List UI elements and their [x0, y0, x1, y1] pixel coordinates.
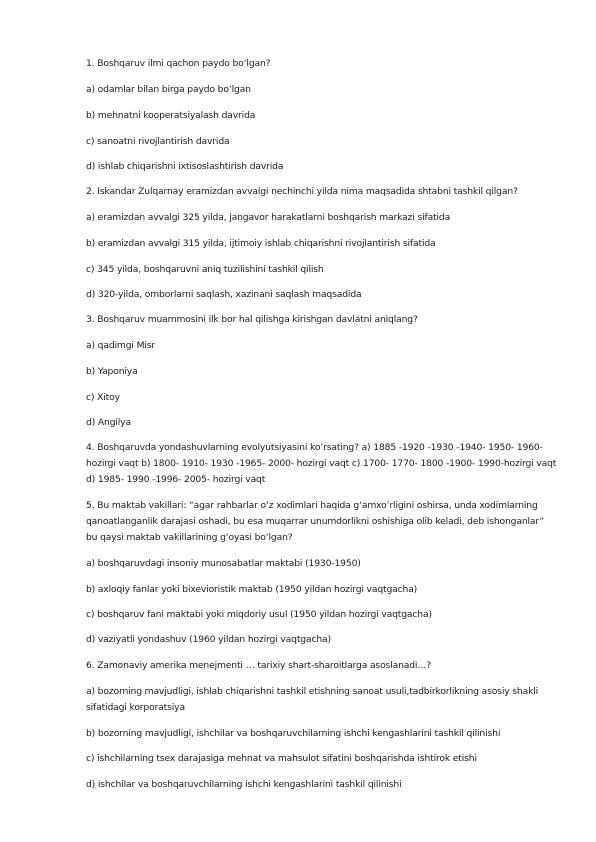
option-1a: a) odamlar bilan birga paydo bo‘lgan — [86, 84, 251, 95]
question-6: 6. Zamonaviy amerika menejmenti … tarixiy shart-sharoitlarga asoslanadi…? — [86, 660, 432, 671]
option-6b: b) bozorning mavjudligi, ishchilar va boshqaruvchilarning ishchi kengashlarini tashkil qilinishi — [86, 728, 501, 739]
question-5-cont: bu qaysi maktab vakillarining g‘oyasi bo‘lgan? — [86, 532, 293, 543]
question-4-cont: d) 1985- 1990 -1996- 2005- hozirgi vaqt — [86, 474, 266, 485]
question-4: 4. Boshqaruvda yondashuvlarning evolyutsiyasini ko’rsating? a) 1885 -1920 -1930 -1940- 1950- 1960- — [86, 442, 543, 453]
option-1d: d) ishlab chiqarishni ixtisoslashtirish davrida — [86, 161, 284, 172]
question-5: 5. Bu maktab vakillari: “agar rahbarlar o‘z xodimlari haqida g‘amxo’rligini oshirsa, unda xodimlarning — [86, 500, 538, 511]
option-3d: d) Angilya — [86, 417, 131, 428]
option-3a: a) qadimgi Misr — [86, 340, 156, 351]
question-4-cont: hozirgi vaqt b) 1800- 1910- 1930 -1965- 2000- hozirgi vaqt c) 1700- 1770- 1800 -1900- 1990-hozirgi vaqt — [86, 458, 557, 469]
option-1b: b) mehnatni kooperatsiyalash davrida — [86, 110, 256, 121]
option-6a: a) bozorning mavjudligi, ishlab chiqarishni tashkil etishning sanoat usuli,tadbirkorlikning asosiy shakli — [86, 686, 539, 697]
option-3b: b) Yaponiya — [86, 366, 138, 377]
option-2c: c) 345 yilda, boshqaruvni aniq tuzilishini tashkil qilish — [86, 264, 324, 275]
option-5b: b) axloqiy fanlar yoki bixevioristik maktab (1950 yildan hozirgi vaqtgacha) — [86, 584, 418, 595]
question-2: 2. Iskandar Zulqarnay eramizdan avvalgi nechinchi yilda nima maqsadida shtabni tashkil qilgan? — [86, 186, 518, 197]
option-6a-cont: sifatidagi korporatsiya — [86, 702, 185, 713]
option-6d: d) ishchilar va boshqaruvchilarning ishchi kengashlarini tashkil qilinishi — [86, 779, 402, 790]
option-2b: b) eramizdan avvalgi 315 yilda, ijtimoiy ishlab chiqarishni rivojlantirish sifatida — [86, 238, 436, 249]
question-1: 1. Boshqaruv ilmi qachon paydo bo‘lgan? — [86, 58, 271, 69]
question-3: 3. Boshqaruv muammosini ilk bor hal qilishga kirishgan davlatni aniqlang? — [86, 314, 418, 325]
option-2d: d) 320-yilda, omborlarni saqlash, xazinani saqlash maqsadida — [86, 289, 362, 300]
option-5a: a) boshqaruvdagi insoniy munosabatlar maktabi (1930-1950) — [86, 558, 361, 569]
option-6c: c) ishchilarning tsex darajasiga mehnat va mahsulot sifatini boshqarishda ishtirok etishi — [86, 753, 477, 764]
option-5d: d) vaziyatli yondashuv (1960 yildan hozirgi vaqtgacha) — [86, 634, 331, 645]
option-5c: c) boshqaruv fani maktabi yoki miqdoriy usul (1950 yildan hozirgi vaqtgacha) — [86, 609, 432, 620]
option-2a: a) eramizdan avvalgi 325 yilda, jangavor harakatlarni boshqarish markazi sifatida — [86, 212, 451, 223]
question-5-cont: qanoatlanganlik darajasi oshadi, bu esa muqarrar unumdorlikni oshishiga olib keladi, deb ishonganlar” — [86, 516, 545, 527]
option-3c: c) Xitoy — [86, 392, 120, 403]
option-1c: c) sanoatni rivojlantirish davrida — [86, 136, 230, 147]
